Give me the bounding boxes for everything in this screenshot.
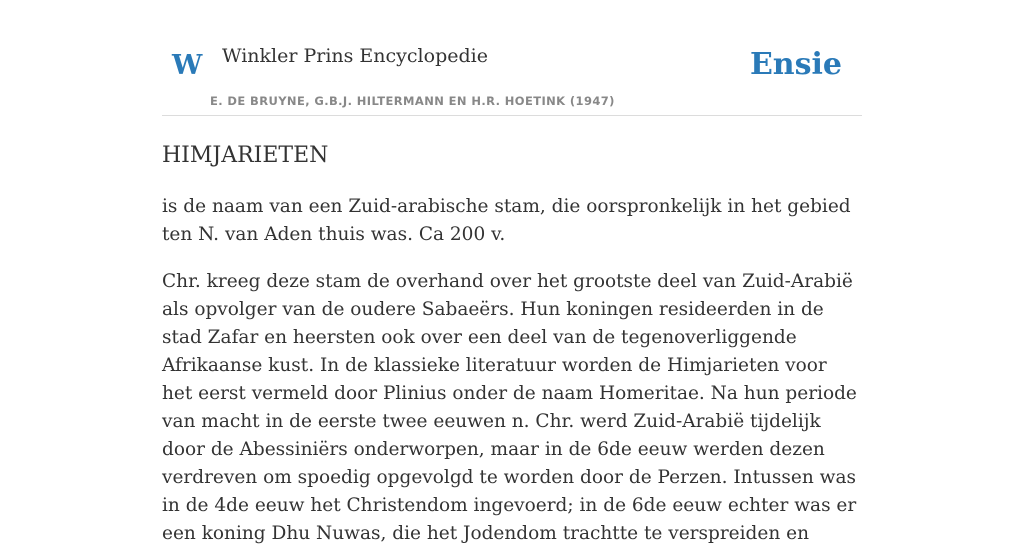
article-paragraph-1: is de naam van een Zuid-arabische stam, die oorspronkelijk in het gebied ten N. van Aden thuis was. Ca 200 v.: [162, 196, 851, 245]
source-title[interactable]: Winkler Prins Encyclopedie: [222, 45, 488, 67]
article-title: HIMJARIETEN: [162, 143, 329, 168]
source-authors: E. DE BRUYNE, G.B.J. HILTERMANN EN H.R. HOETINK (1947): [210, 94, 615, 108]
source-header: [162, 0, 862, 116]
article-body: [162, 193, 862, 548]
article-paragraph-2: Chr. kreeg deze stam de overhand over het grootste deel van Zuid-Arabië als opvolger van de oudere Sabaeërs. Hun koningen resideerden in de stad Zafar en heersten ook over een deel van de tegenoverliggende Afrikaanse kust. In de klassieke literatuur worden de Himjarieten voor het eerst vermeld door Plinius onder de naam Homeritae. Na hun periode van macht in de eerste twee eeuwen n. Chr. werd Zuid-Arabië tijdelijk door de Abessiniërs onderworpen, maar in de 6de eeuw werden dezen verdreven om spoedig opgevolgd te worden door de Perzen. Intussen was in de 4de eeuw het Christendom ingevoerd; in de 6de eeuw echter was er een koning Dhu Nuwas, die het Jodendom trachtte te verspreiden en: [162, 271, 857, 544]
page: [162, 0, 862, 544]
source-logo-icon[interactable]: W: [172, 50, 203, 81]
ensie-logo-link[interactable]: Ensie: [749, 47, 842, 82]
